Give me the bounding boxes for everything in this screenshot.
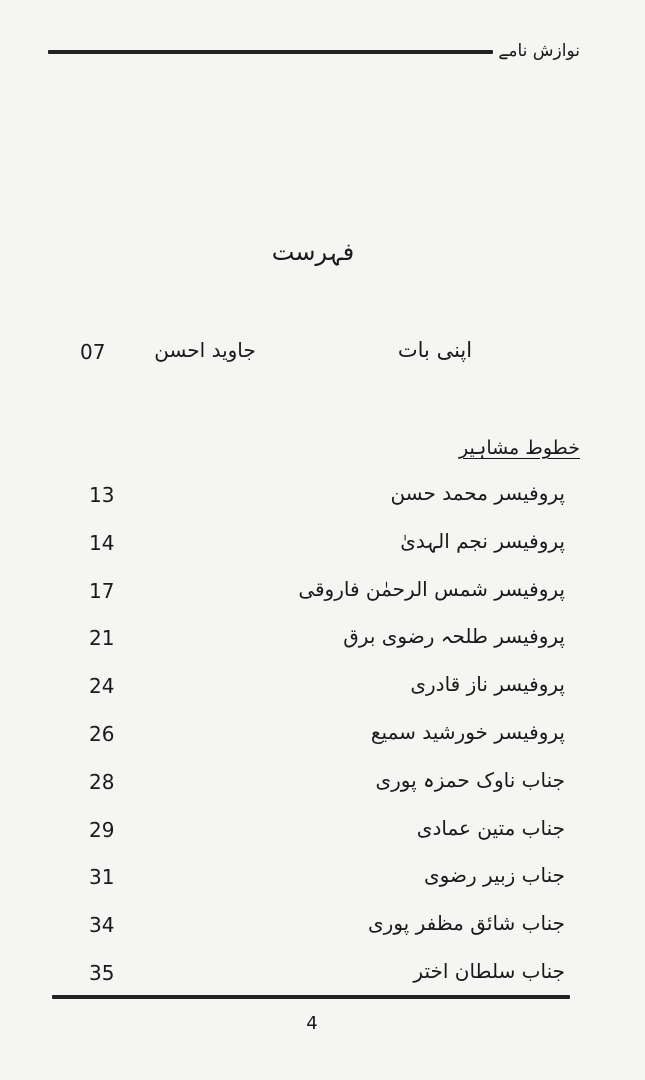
toc-entry-name: جناب سلطان اختر: [413, 958, 565, 983]
intro-author: جاوید احسن: [154, 338, 256, 362]
toc-entry: [0, 672, 645, 720]
toc-entry-name: پروفیسر نجم الہدیٰ: [400, 528, 565, 553]
toc-entry-page: 17: [89, 578, 115, 603]
toc-entry-page: 24: [89, 674, 115, 699]
toc-entry: [0, 624, 645, 672]
header-rule: [48, 50, 493, 54]
toc-entry-name: پروفیسر ناز قادری: [410, 672, 565, 697]
intro-title: اپنی بات: [397, 338, 473, 362]
footer-rule: [52, 995, 570, 999]
toc-entry-page: 21: [89, 626, 115, 651]
running-header-title: نوازش نامے: [498, 41, 580, 61]
toc-entry-page: 26: [89, 721, 115, 746]
toc-entry-name: پروفیسر محمد حسن: [390, 481, 565, 505]
toc-entry: [0, 863, 645, 911]
toc-entry-name: جناب شائق مظفر پوری: [368, 911, 565, 936]
intro-page-number: 07: [80, 340, 106, 364]
toc-entry-page: 35: [89, 960, 115, 985]
toc-entry: [0, 529, 645, 577]
toc-entry-name: جناب متین عمادی: [416, 815, 565, 840]
toc-entry-name: پروفیسر طلحہ رضوی برق: [343, 624, 565, 649]
toc-entry-page: 14: [89, 530, 115, 555]
toc-entry: [0, 768, 645, 816]
toc-entry-name: پروفیسر خورشید سمیع: [370, 719, 565, 744]
toc-entry-name: پروفیسر شمس الرحمٰن فاروقی: [298, 576, 565, 601]
section-heading-letters: خطوط مشاہیر: [458, 437, 580, 459]
toc-entry-name: جناب ناوک حمزہ پوری: [375, 767, 565, 792]
toc-entry-page: 29: [89, 817, 115, 842]
page-number: 4: [306, 1013, 318, 1034]
contents-heading: فہرست: [271, 238, 355, 266]
toc-entry-page: 31: [89, 865, 115, 890]
toc-entry: [0, 577, 645, 625]
toc-entry: [0, 959, 645, 1007]
toc-entry-page: 34: [89, 913, 115, 938]
toc-entry: [0, 481, 645, 529]
toc-entry-name: جناب زبیر رضوی: [424, 863, 565, 888]
toc-entry-page: 28: [89, 769, 115, 794]
toc-entry: [0, 816, 645, 864]
toc-entry: [0, 911, 645, 959]
toc-entry-page: 13: [89, 483, 115, 507]
toc-entries: [0, 481, 645, 1007]
toc-entry: [0, 720, 645, 768]
